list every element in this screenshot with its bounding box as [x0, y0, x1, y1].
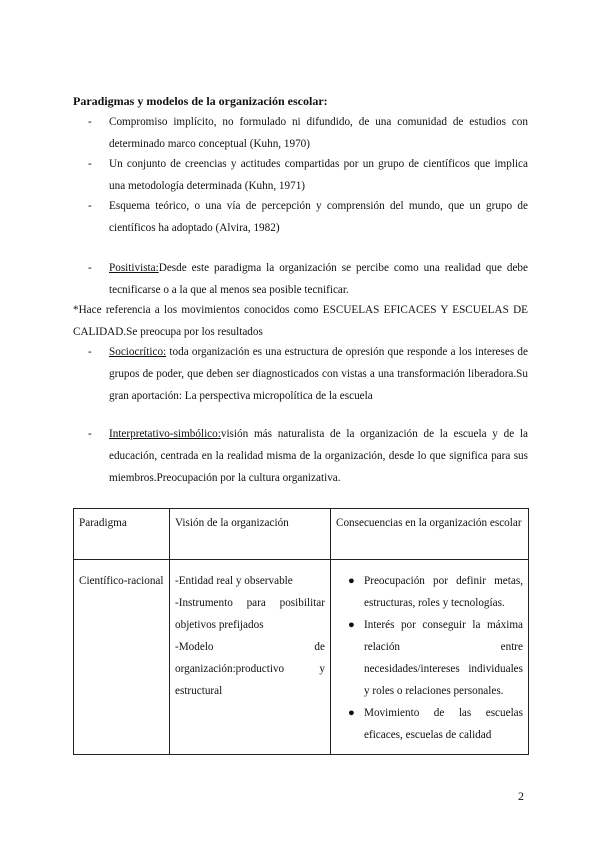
- table-cell-consecuencias: [331, 560, 529, 755]
- bullet-icon: ●: [348, 575, 355, 587]
- definition-item-2: [88, 153, 528, 197]
- dash-marker: -: [88, 262, 92, 274]
- vision-line: -Entidad real y observable: [175, 575, 293, 587]
- table-header-row: [74, 509, 529, 560]
- vision-line: -Modelo de organización:productivo y estructural: [175, 641, 325, 697]
- definition-item-1: [88, 111, 528, 155]
- definition-text-3: Esquema teórico, o una vía de percepción y comprensión del mundo, que un grupo de científicos ha adoptado (Alvira, 1982): [109, 200, 528, 234]
- dash-marker: -: [88, 116, 92, 128]
- paradigm-text-interpretativo: visión más naturalista de la organización de la escuela y de la educación, centrada en la realidad misma de la organización, desde lo que significa para sus miembros.Preocupación por la cultura organizativa.: [109, 428, 528, 484]
- note-paragraph: *Hace referencia a los movimientos conocidos como ESCUELAS EFICACES Y ESCUELAS DE CALIDAD.Se preocupa por los resultados: [73, 304, 528, 338]
- paradigm-table: [73, 508, 529, 755]
- dash-marker: -: [88, 200, 92, 212]
- vision-line: -Instrumento para posibilitar objetivos prefijados: [175, 597, 325, 631]
- definition-text-2: Un conjunto de creencias y actitudes compartidas por un grupo de científicos que implica una metodología determinada (Kuhn, 1971): [109, 158, 528, 192]
- table-row: [74, 560, 529, 755]
- page-number: 2: [518, 789, 524, 803]
- table-cell-vision: [170, 560, 331, 755]
- dash-marker: -: [88, 346, 92, 358]
- paradigm-label-positivista: Positivista:: [109, 262, 159, 274]
- list-item: ● Preocupación por definir metas, estructuras, roles y tecnologías.: [336, 570, 523, 614]
- list-item: ● Interés por conseguir la máxima relación entre necesidades/intereses individuales y roles o relaciones personales.: [336, 614, 523, 702]
- table-header-cell: Visión de la organización: [170, 509, 331, 560]
- paradigm-label-sociocritico: Sociocrítico:: [109, 346, 167, 358]
- paradigm-interpretativo: [88, 423, 528, 489]
- definition-item-3: [88, 195, 528, 239]
- bullet-icon: ●: [348, 619, 355, 631]
- definition-text-1: Compromiso implícito, no formulado ni difundido, de una comunidad de estudios con determinado marco conceptual (Kuhn, 1970): [109, 116, 528, 150]
- consequence-list: [336, 570, 523, 746]
- list-item: ● Movimiento de las escuelas eficaces, escuelas de calidad: [336, 702, 523, 746]
- paradigm-positivista: [88, 257, 528, 301]
- paradigm-sociocritico: [88, 341, 528, 407]
- bullet-icon: ●: [348, 707, 355, 719]
- paradigm-label-interpretativo: Interpretativo-simbólico:: [109, 428, 221, 440]
- paradigm-text-sociocritico: toda organización es una estructura de opresión que responde a los intereses de grupos de poder, que deben ser diagnosticados con vistas a una transformación liberadora.Su gran aportación: La perspectiva micropolítica de la escuela: [109, 346, 528, 402]
- section-heading: Paradigmas y modelos de la organización escolar:: [73, 94, 328, 108]
- dash-marker: -: [88, 428, 92, 440]
- paradigm-text-positivista: Desde este paradigma la organización se percibe como una realidad que debe tecnificarse o a la que al menos sea posible tecnificar.: [109, 262, 528, 296]
- table-header-cell: Consecuencias en la organización escolar: [331, 509, 529, 560]
- table-header-cell: Paradigma: [74, 509, 170, 560]
- dash-marker: -: [88, 158, 92, 170]
- table-cell-paradigma: Científico-racional: [74, 560, 170, 755]
